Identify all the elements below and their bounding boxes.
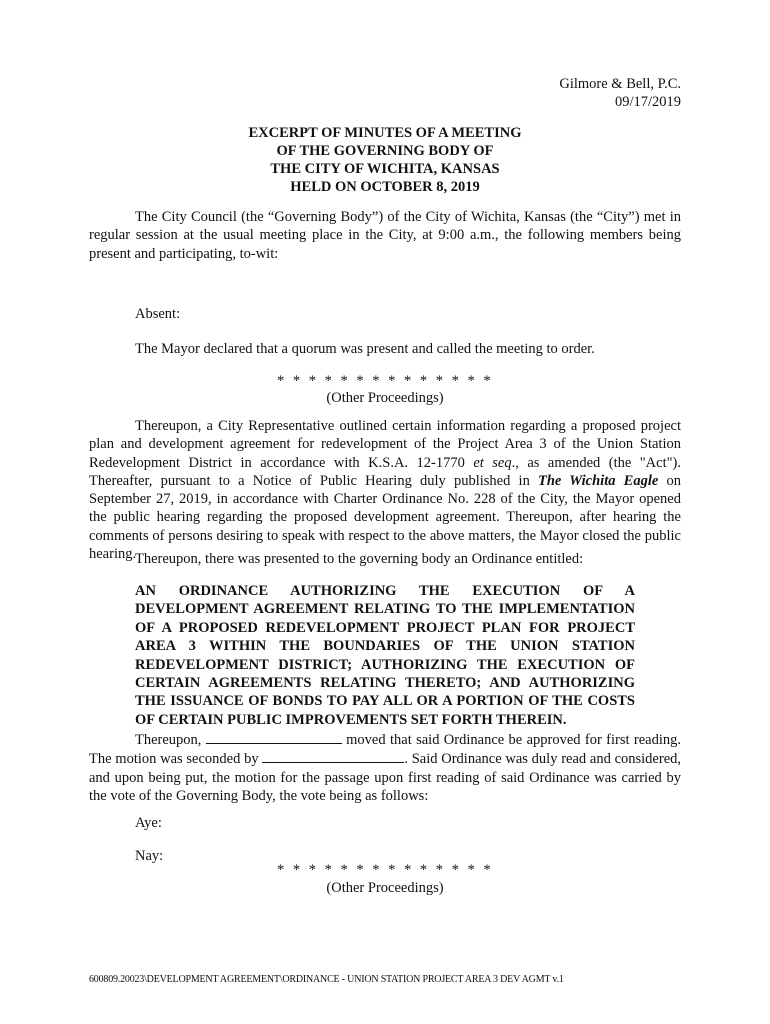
document-date: 09/17/2019: [614, 94, 681, 110]
hearing-text-1: Thereupon, a City Representative outlined certain information regarding a proposed project plan and development agreement for redevelopment of the Project Area 3 of the Union Station Redevelopment District in accordance with K.S.A. 12-1770: [89, 418, 681, 471]
hearing-text-3: on September 27, 2019, in accordance with Charter Ordinance No. 228 of the City, the Mayor opened the public hearing regarding the proposed development agreement. Thereupon, after hearing the comments of persons desiring to speak with respect to the above matters, the Mayor closed the public hearing.: [89, 472, 681, 563]
motion-paragraph: [89, 730, 681, 805]
other-proceedings: (Other Proceedings): [326, 390, 444, 406]
motion-text-a: Thereupon,: [135, 732, 206, 748]
motion-text-b: moved that said Ordinance be approved for first reading. The motion was seconded by: [89, 732, 681, 768]
seconder-blank: [262, 749, 404, 763]
header-block: [559, 75, 681, 111]
presented-statement: Thereupon, there was presented to the governing body an Ordinance entitled:: [135, 551, 584, 567]
separator-stars-2: * * * * * * * * * * * * * *: [276, 862, 494, 878]
mover-blank: [206, 730, 342, 744]
newspaper-name: The Wichita Eagle: [538, 472, 659, 489]
title-line-3: THE CITY OF WICHITA, KANSAS: [270, 161, 500, 177]
quorum-statement: The Mayor declared that a quorum was present and called the meeting to order.: [135, 341, 595, 357]
aye-label: Aye:: [135, 815, 162, 831]
hearing-paragraph: [89, 417, 681, 563]
intro-paragraph: The City Council (the “Governing Body”) of the City of Wichita, Kansas (the “City”) met in regular session at the usual meeting place in the City, at 9:00 a.m., the following members being present and participating, to-wit:: [89, 209, 681, 262]
other-proceedings-2: (Other Proceedings): [326, 880, 444, 896]
separator-stars: * * * * * * * * * * * * * *: [276, 373, 494, 389]
title-line-4: HELD ON OCTOBER 8, 2019: [290, 179, 480, 195]
title-line-2: OF THE GOVERNING BODY OF: [276, 143, 494, 159]
footer-path: 600809.20023\DEVELOPMENT AGREEMENT\ORDINANCE - UNION STATION PROJECT AREA 3 DEV AGMT v.1: [89, 974, 564, 985]
absent-label: Absent:: [135, 306, 181, 322]
nay-label: Nay:: [135, 848, 164, 864]
ordinance-title: AN ORDINANCE AUTHORIZING THE EXECUTION OF A DEVELOPMENT AGREEMENT RELATING TO THE IMPLEMENTATION OF A PROPOSED REDEVELOPMENT PROJECT PLAN FOR PROJECT AREA 3 WITHIN THE BOUNDARIES OF THE UNION STATION REDEVELOPMENT DISTRICT; AUTHORIZING THE EXECUTION OF CERTAIN AGREEMENTS RELATING THERETO; AND AUTHORIZING THE ISSUANCE OF BONDS TO PAY ALL OR A PORTION OF THE COSTS OF CERTAIN PUBLIC IMPROVEMENTS SET FORTH THEREIN.: [135, 583, 635, 728]
motion-text-c: . Said Ordinance was duly read and considered, and upon being put, the motion for the passage upon first reading of said Ordinance was carried by the vote of the Governing Body, the vote being as follows:: [89, 751, 682, 804]
et-seq: et seq: [473, 454, 512, 471]
document-title: [0, 124, 770, 196]
hearing-text-2: ., as amended (the "Act"). Thereafter, pursuant to a Notice of Public Hearing duly published in: [89, 454, 681, 489]
title-line-1: EXCERPT OF MINUTES OF A MEETING: [248, 125, 522, 141]
firm-name: Gilmore & Bell, P.C.: [559, 76, 681, 92]
